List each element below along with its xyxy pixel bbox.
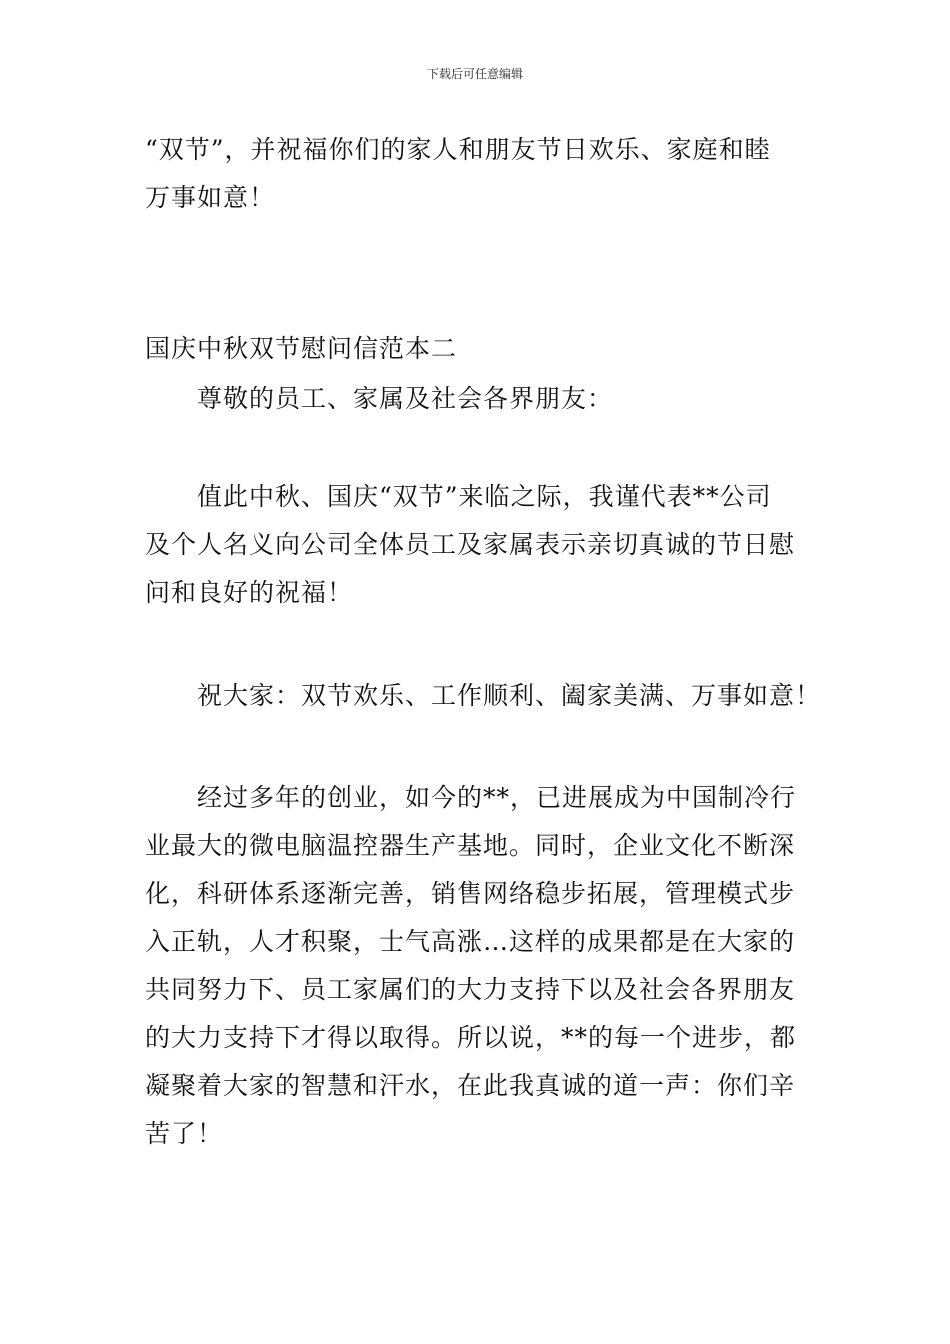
text-line: 祝大家：双节欢乐、工作顺利、阖家美满、万事如意！: [197, 681, 822, 710]
text-line: 业最大的微电脑温控器生产基地。同时，企业文化不断深: [145, 831, 796, 860]
text-line: 共同努力下、员工家属们的大力支持下以及社会各界朋友: [145, 975, 796, 1004]
salutation-text: 尊敬的员工、家属及社会各界朋友：: [197, 384, 614, 413]
text-line: 万事如意！: [145, 183, 276, 212]
section-title: [145, 325, 810, 373]
text-line: 值此中秋、国庆“双节”来临之际，我谨代表**公司: [197, 482, 772, 511]
paragraph-company: [145, 774, 810, 1158]
text-line: 入正轨，人才积聚，士气高涨…这样的成果都是在大家的: [145, 927, 796, 956]
section-title-text: 国庆中秋双节慰问信范本二: [145, 334, 458, 363]
text-line: 经过多年的创业，如今的**，已进展成为中国制冷行: [197, 783, 797, 812]
page-header: 下载后可任意编辑: [426, 67, 523, 81]
salutation: [145, 375, 810, 423]
paragraph-continuation: [145, 126, 810, 222]
paragraph-wishes: [145, 672, 822, 720]
text-line: 凝聚着大家的智慧和汗水，在此我真诚的道一声：你们辛: [145, 1071, 796, 1100]
text-line: 的大力支持下才得以取得。所以说，**的每一个进步，都: [145, 1023, 797, 1052]
paragraph-greeting: [145, 473, 810, 617]
text-line: “双节”，并祝福你们的家人和朋友节日欢乐、家庭和睦: [145, 135, 771, 164]
text-line: 及个人名义向公司全体员工及家属表示亲切真诚的节日慰: [145, 530, 796, 559]
text-line: 化，科研体系逐渐完善，销售网络稳步拓展，管理模式步: [145, 879, 796, 908]
text-line: 苦了！: [145, 1119, 224, 1148]
text-line: 问和良好的祝福！: [145, 578, 354, 607]
